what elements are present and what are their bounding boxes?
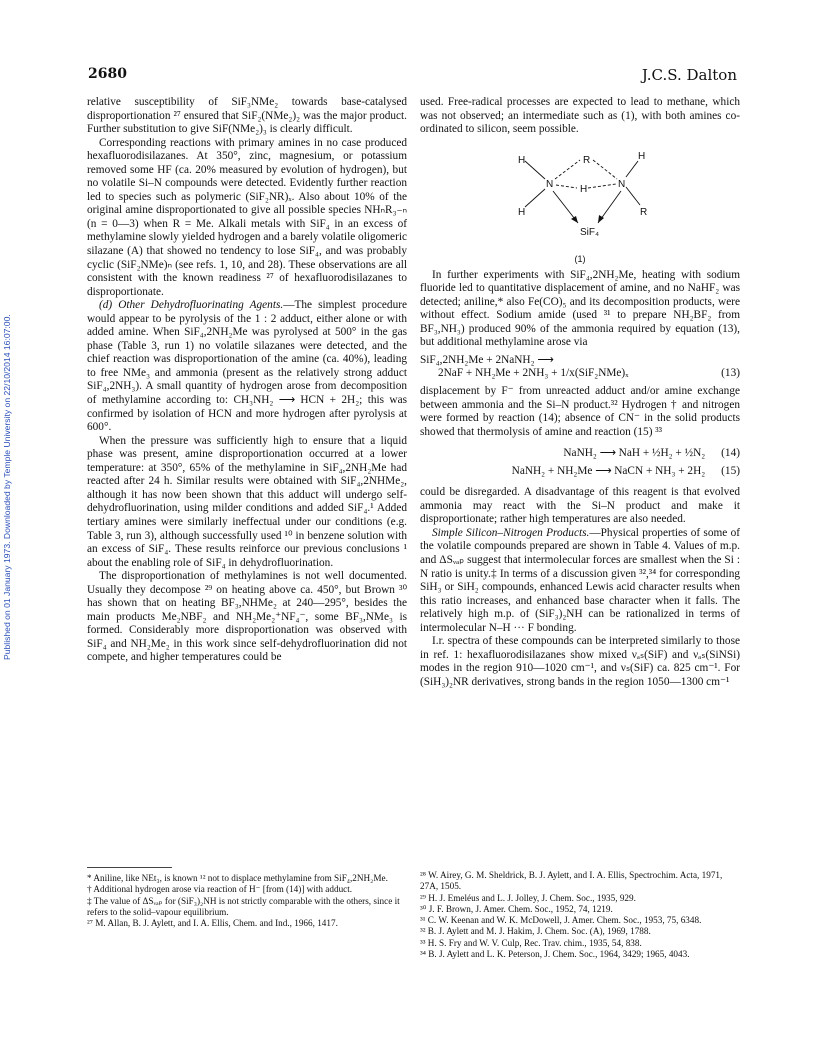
bond-line [626,161,638,177]
paragraph: Corresponding reactions with primary amines in no case produced hexafluorodisilazanes. At 350°, zinc, magnesium, or potassium removed some HF (ca. 20% measured by evolution of hydrogen), but no volatile Si–N compounds were detected. Evidently further reaction led to species such as polymeric (SiF₂NR)ₓ. Also about 10% of the original amine disproportionated to give all possible species NHₙR₃₋ₙ (n = 0—3) when R = Me. Alkali metals with SiF₄ in an excess of methylamine slowly yielded hydrogen and a barely volatile oligomeric silazane (A) that showed no tendency to lose SiF₄, and was probably cyclic (SiF₂NMe)ₙ (see refs. 1, 10, and 28). These observations are all consistent with the known readiness ²⁷ of hexafluorodisilazanes to disproportionate. [87,136,407,298]
paragraph: I.r. spectra of these compounds can be interpreted similarly to those in ref. 1: hexafluorodisilazanes show mixed νₐₛ(SiF) and νₐₛ(SiNSi) modes in the region 910—1020 cm⁻¹, and νₛ(SiF) ca. 825 cm⁻¹. For (SiH₃)₂NR derivatives, strong bands in the region 1050—1300 cm⁻¹ [420,635,740,688]
equation-13 [420,354,740,381]
footnote-rule [87,867,172,868]
reference: ²⁸ W. Airey, G. M. Sheldrick, B. J. Aylett, and I. A. Ellis, Spectrochim. Acta, 1971, 27A, 1505. [420,870,723,892]
section-heading: (d) Other Dehydrofluorinating Agents. [99,299,284,312]
atom-label: N [546,178,554,190]
equation-14 [420,447,740,461]
page-number: 2680 [88,66,127,82]
equation-line [420,465,740,479]
equation-text: NaNH₂ + NH₂Me ⟶ NaCN + NH₃ + 2H₂ [511,464,706,477]
structure-figure [420,143,740,265]
dashed-bond [556,185,577,188]
paragraph [420,527,740,635]
figure-label: (1) [574,253,586,264]
paragraph: In further experiments with SiF₄,2NH₂Me, heating with sodium fluoride led to quantitative displacement of amine, and no NaHF₂ was detected; aniline,* also Fe(CO)₅ and its decomposition products, were without effect. Sodium amide (used ³¹ to prepare NH₂BF₂ from BF₃,NH₃) produced 90% of the ammonia required by equation (13), but additional methylamine arose via [420,268,740,349]
equation-15 [420,465,740,479]
right-column [420,96,740,690]
equation-number: (15) [721,464,740,477]
footnotes-left [87,873,407,929]
footnote: * Aniline, like NEt₃, is known ¹² not to displace methylamine from SiF₄,2NH₂Me. [87,873,388,883]
reference: ³¹ C. W. Keenan and W. K. McDowell, J. Amer. Chem. Soc., 1953, 75, 6348. [420,915,702,926]
dashed-bond [593,160,617,179]
paragraph-text: —Physical properties of some of the volatile compounds prepared are shown in Table 4. Values of m.p. and ΔSᵥₐₚ suggest that intermolecular forces are smallest when the Si : N ratio is unity.‡ In terms of a discussion given ³²,³⁴ for corresponding SiH₃ or SiH₂ compounds, enhanced Lewis acid character results when this ratio increases, and enhanced base character when it falls. The relatively high m.p. of (SiF₃)₂NH can be rationalized in terms of intermolecular N–H ··· F bonding. [420,526,740,634]
atom-label: R [583,154,591,166]
download-watermark-text: Published on 01 January 1973. Downloaded by Temple University on 22/10/2014 16:07:00. [2,314,12,660]
paragraph: relative susceptibility of SiF₃NMe₂ towards base-catalysed disproportionation ²⁷ ensured that SiF₂(NMe₂)₂ was the major product. Further substitution to give SiF(NMe₂)₃ is clearly difficult. [87,96,407,136]
footnote: ‡ The value of ΔSᵥₐₚ for (SiF₃)₂NH is not strictly comparable with the others, since it refers to the solid–vapour equilibrium. [87,895,400,917]
paragraph: When the pressure was sufficiently high to ensure that a liquid phase was present, amine disproportionation occurred at a lower temperature: at 350°, 65% of the methylamine in SiF₄,2NH₂Me had reacted after 24 h. Similar results were obtained with SiF₄,2NHMe₂, although it has now been shown that this adduct will undergo self-dehydrofluorination, using milder conditions and added SiF₄.¹ Added tertiary amines were similarly ineffectual under our conditions (e.g. Table 3, run 3), although successfully used ¹⁰ in benzene solution with an excess of SiF₄. These results reinforce our previous conclusions ¹ about the enabling role of SiF₄ in dehydrofluorination. [87,434,407,569]
bond-line [525,189,545,207]
atom-label: R [640,206,648,218]
equation-text: NaNH₂ ⟶ NaH + ½H₂ + ½N₂ [563,447,706,460]
atom-label: H [518,154,526,166]
paragraph: The disproportionation of methylamines is not well documented. Usually they decompose ²⁹ on heating above ca. 450°, but Brown ³⁰ has shown that on heating BF₃,NHMe₂ at 240—295°, besides the main products Me₂NBF₂ and NH₂Me₂⁺NF₄⁻, some BF₃,NMe₃ is formed. Considerably more disproportionation was observed with SiF₄ and NH₂Me₂ in this work since self-dehydrofluorination did not compete, and higher temperatures could be [87,570,407,664]
equation-text: 2NaF + NH₂Me + 2NH₃ + 1/x(SiF₂NMe)ₓ [438,367,629,380]
section-heading: Simple Silicon–Nitrogen Products. [432,526,590,539]
atom-label: H [638,150,646,162]
equation-number: (13) [721,367,740,380]
atom-label: H [518,206,526,218]
reference: ³² B. J. Aylett and M. J. Hakim, J. Chem. Soc. (A), 1969, 1788. [420,926,651,937]
intermediate-structure-diagram [480,143,680,251]
bond-line [626,187,640,205]
references-right [420,870,740,960]
footnote: † Additional hydrogen arose via reaction of H⁻ [from (14)] with adduct. [87,884,353,895]
atom-label: H [580,183,588,195]
paragraph-text: —The simplest procedure would appear to be pyrolysis of the 1 : 2 adduct, either alone or with added amine. When SiF₄,2NH₂Me was pyrolysed at 500° in the gas phase (Table 3, run 1) no volatile silazanes were detected, and the chief reaction was disproportionation of the amine (ca. 40%), leading to free NMe₃ and ammonia (present as the relatively strong adduct SiF₄,2NH₃). A small quantity of hydrogen arose from decomposition of methylamine according to: CH₃NH₂ ⟶ HCN + 2H₂; this was confirmed by isolation of HCN and more hydrogen after pyrolysis at 600°. [87,299,407,434]
arrow-head [571,216,578,223]
equation-line [420,367,740,381]
left-column [87,96,407,665]
atom-label: SiF₄ [580,226,600,238]
paragraph: displacement by F⁻ from unreacted adduct and/or amine exchange between ammonia and the Si–N product.³² Hydrogen † and nitrogen were formed by reaction (14); absence of CN⁻ in the solid products showed that thermolysis of amine and reaction (15) ³³ [420,385,740,438]
paragraph: could be disregarded. A disadvantage of this reagent is that evolved ammonia may react with the Si–N product and make it disproportionate; rather high temperatures are also needed. [420,486,740,526]
paragraph [87,299,407,434]
paragraph: used. Free-radical processes are expected to lead to methane, which was not observed; an intermediate such as (1), with both amines co-ordinated to silicon, seem possible. [420,96,740,136]
equation-line [420,447,740,461]
footnote: ²⁷ M. Allan, B. J. Aylett, and I. A. Ellis, Chem. and Ind., 1966, 1417. [87,918,338,929]
equation-line: SiF₄,2NH₂Me + 2NaNH₂ ⟶ [420,353,554,366]
journal-title: J.C.S. Dalton [641,66,737,84]
dashed-bond [555,160,580,179]
download-watermark [2,190,18,660]
dashed-bond [588,184,616,188]
reference: ²⁹ H. J. Emeléus and L. J. Jolley, J. Chem. Soc., 1935, 929. [420,892,636,903]
atom-label: N [618,178,626,190]
bond-line [525,161,545,179]
equation-number: (14) [721,447,740,460]
reference: ³⁴ B. J. Aylett and L. K. Peterson, J. Chem. Soc., 1964, 3429; 1965, 4043. [420,949,690,960]
reference: ³³ H. S. Fry and W. V. Culp, Rec. Trav. chim., 1935, 54, 838. [420,937,642,948]
reference: ³⁰ J. F. Brown, J. Amer. Chem. Soc., 1952, 74, 1219. [420,903,613,914]
